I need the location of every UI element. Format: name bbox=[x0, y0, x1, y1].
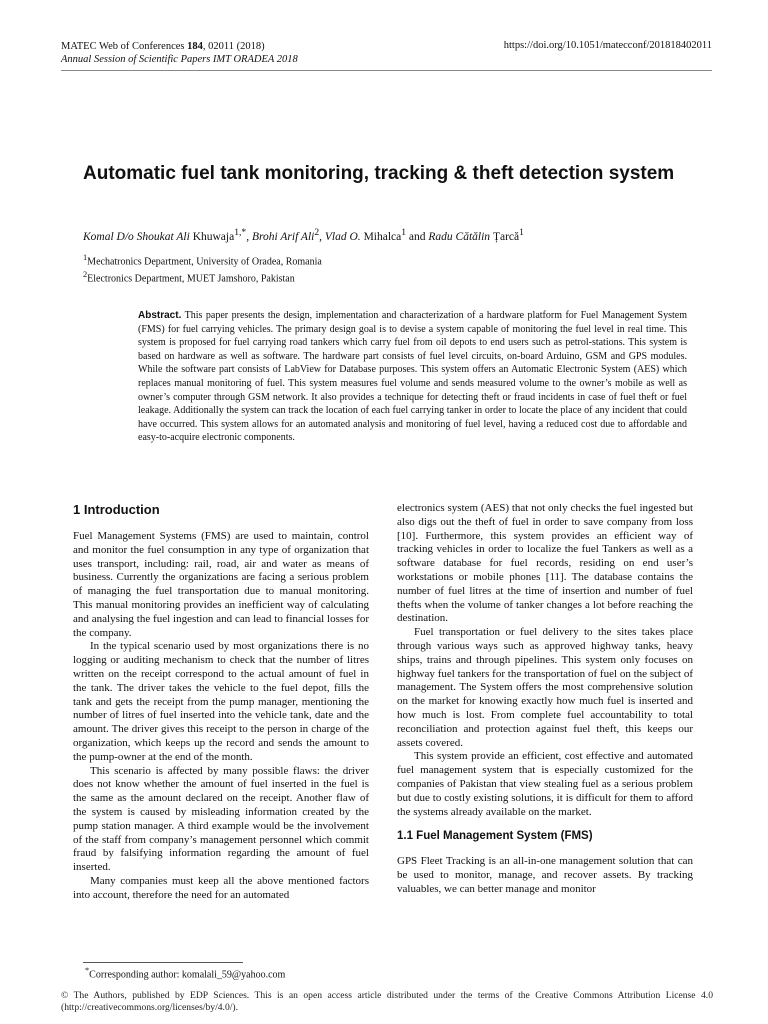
subsection-heading-fms: 1.1 Fuel Management System (FMS) bbox=[397, 830, 593, 843]
paragraph: Fuel transportation or fuel delivery to the sites takes place through various ways such as approved highway tanks, heavy ships, trains and through pipelines. This system only focuses on highway fuel tankers for the transportation of fuel on the subject of management. The System offers the most comprehensive solution on the market for knowing exactly how much fuel is inserted and how much is lost. From complete fuel accountability to total reconciliation and protection against fuel theft, this keeps our assets covered. bbox=[397, 626, 693, 749]
license-notice: © The Authors, published by EDP Sciences. This is an open access article distributed under the terms of the Creative Commons Attribution License 4.0 (http://creativecommons.org/licenses/by/4.0/). bbox=[61, 990, 713, 1013]
right-column bbox=[397, 502, 693, 897]
abstract-label: Abstract. bbox=[138, 310, 182, 321]
affiliations bbox=[83, 252, 322, 286]
running-header bbox=[61, 40, 298, 66]
paragraph: Many companies must keep all the above mentioned factors into account, therefore the need for an automated bbox=[73, 874, 369, 901]
paragraph: electronics system (AES) that not only checks the fuel ingested but also digs out the theft of fuel in order to save company from loss [10]. Furthermore, this system provides an efficient way of tracking vehicles in order to localize the fuel Tankers as well as a software database for fuel records, residing on end user’s workstations or mobile phones [11]. The database contains the number of fuel litres at the time of insertion and number of fuel thefts when the volume of tanker changes a lot before reaching the destination. bbox=[397, 502, 693, 625]
paragraph: In the typical scenario used by most organizations there is no logging or auditing mechanism to check that the number of litres written on the receipt correspond to the actual amount of fuel in the tank. The driver takes the vehicle to the fuel depot, fills the tank and gets the receipt from the pump manager, mentioning the number of litres of fuel inserted into the vehicle tank, date and the amount. The driver gives this receipt to the person in charge of the organization, which keeps up the record and sends the amount to the pump-owner at the end of the month. bbox=[73, 640, 369, 763]
volume-number: 184 bbox=[187, 41, 203, 52]
affiliation-2: $^2$Electronics Department, MUET Jamshoro, Pakistan bbox=[83, 269, 295, 285]
paragraph: This system provide an efficient, cost effective and automated fuel management system that is especially customized for the companies of Pakistan that view stealing fuel as a serious problem but due to costly existing solutions, it is difficult for them to afford the systems already available on the market. bbox=[397, 750, 693, 818]
paragraph: Fuel Management Systems (FMS) are used to maintain, control and monitor the fuel consumption in any type of organization that uses transport, including: rail, road, air and water as means of business. Currently the organizations are facing a serious problem of managing the fuel transportation due to manual monitoring. This manual monitoring provides an inefficient way of calculating and analysing the fuel ingestion and can lead to financial losses for the company. bbox=[73, 530, 369, 639]
session-line: Annual Session of Scientific Papers IMT ORADEA 2018 bbox=[61, 54, 298, 65]
journal-line: MATEC Web of Conferences 184, 02011 (2018) bbox=[61, 41, 265, 52]
abstract-text: This paper presents the design, implementation and characterization of a hardware platform for Fuel Management System (FMS) for fuel carrying vehicles. The primary design goal is to devise a system capable of monitoring the fuel level in real time. This system is proposed for fuel carrying road tankers which carry fuel from oil depots to end users such as petrol-stations. This system is based on hardware as well as software. The hardware part consists of fuel level circuits, on-board Arduino, GSM and GPS modules. While the software part consists of LabView for Database purposes. This system offers an Automatic Electronic System (AES) which replaces manual monitoring of fuel. This system measures fuel volume and sends measured volume to the owner’s mobile as well as owner’s computer through GSM network. It also provides a technique for detecting theft or fraud incidents in case of fuel theft or fuel leakage. Additionally the system can track the location of each fuel carrying tanker in order to locate the place of any incident that could have occurred. This system allows for an automated analysis and monitoring of fuel level, having a reduced cost due to affordable and easy-to-acquire electronic components. bbox=[138, 310, 687, 444]
footnote-divider bbox=[83, 962, 243, 963]
affiliation-1: $^1$Mechatronics Department, University of Oradea, Romania bbox=[83, 253, 322, 268]
paper-title: Automatic fuel tank monitoring, tracking & theft detection system bbox=[83, 163, 675, 184]
author-list: Komal D/o Shoukat Ali Khuwaja$^{1,*}$, Brohi Arif Ali$^2$, Vlad O. Mihalca$^1$ and Radu Cătălin Țarcă$^1$ bbox=[83, 227, 524, 243]
section-heading-introduction: 1 Introduction bbox=[73, 502, 160, 517]
paragraph: GPS Fleet Tracking is an all-in-one management solution that can be used to monitor, manage, and recover assets. By tracking valuables, we can better manage and monitor bbox=[397, 855, 693, 895]
corresponding-author-footnote: *Corresponding author: komalali_59@yahoo.com bbox=[85, 966, 286, 981]
doi-link[interactable]: https://doi.org/10.1051/matecconf/201818402011 bbox=[503, 40, 712, 51]
paragraph: This scenario is affected by many possible flaws: the driver does not know whether the amount of fuel inserted in the fuel is the same as the amount declared on the receipt. Another flaw of the system is caused by misleading information created by the pump station manager. A third example would be the involvement of the staff from company’s management personnel which commit fraud by falsifying information regarding the amount of fuel inserted. bbox=[73, 764, 369, 874]
abstract bbox=[138, 309, 687, 445]
header-divider bbox=[61, 70, 712, 71]
left-column bbox=[73, 502, 369, 903]
